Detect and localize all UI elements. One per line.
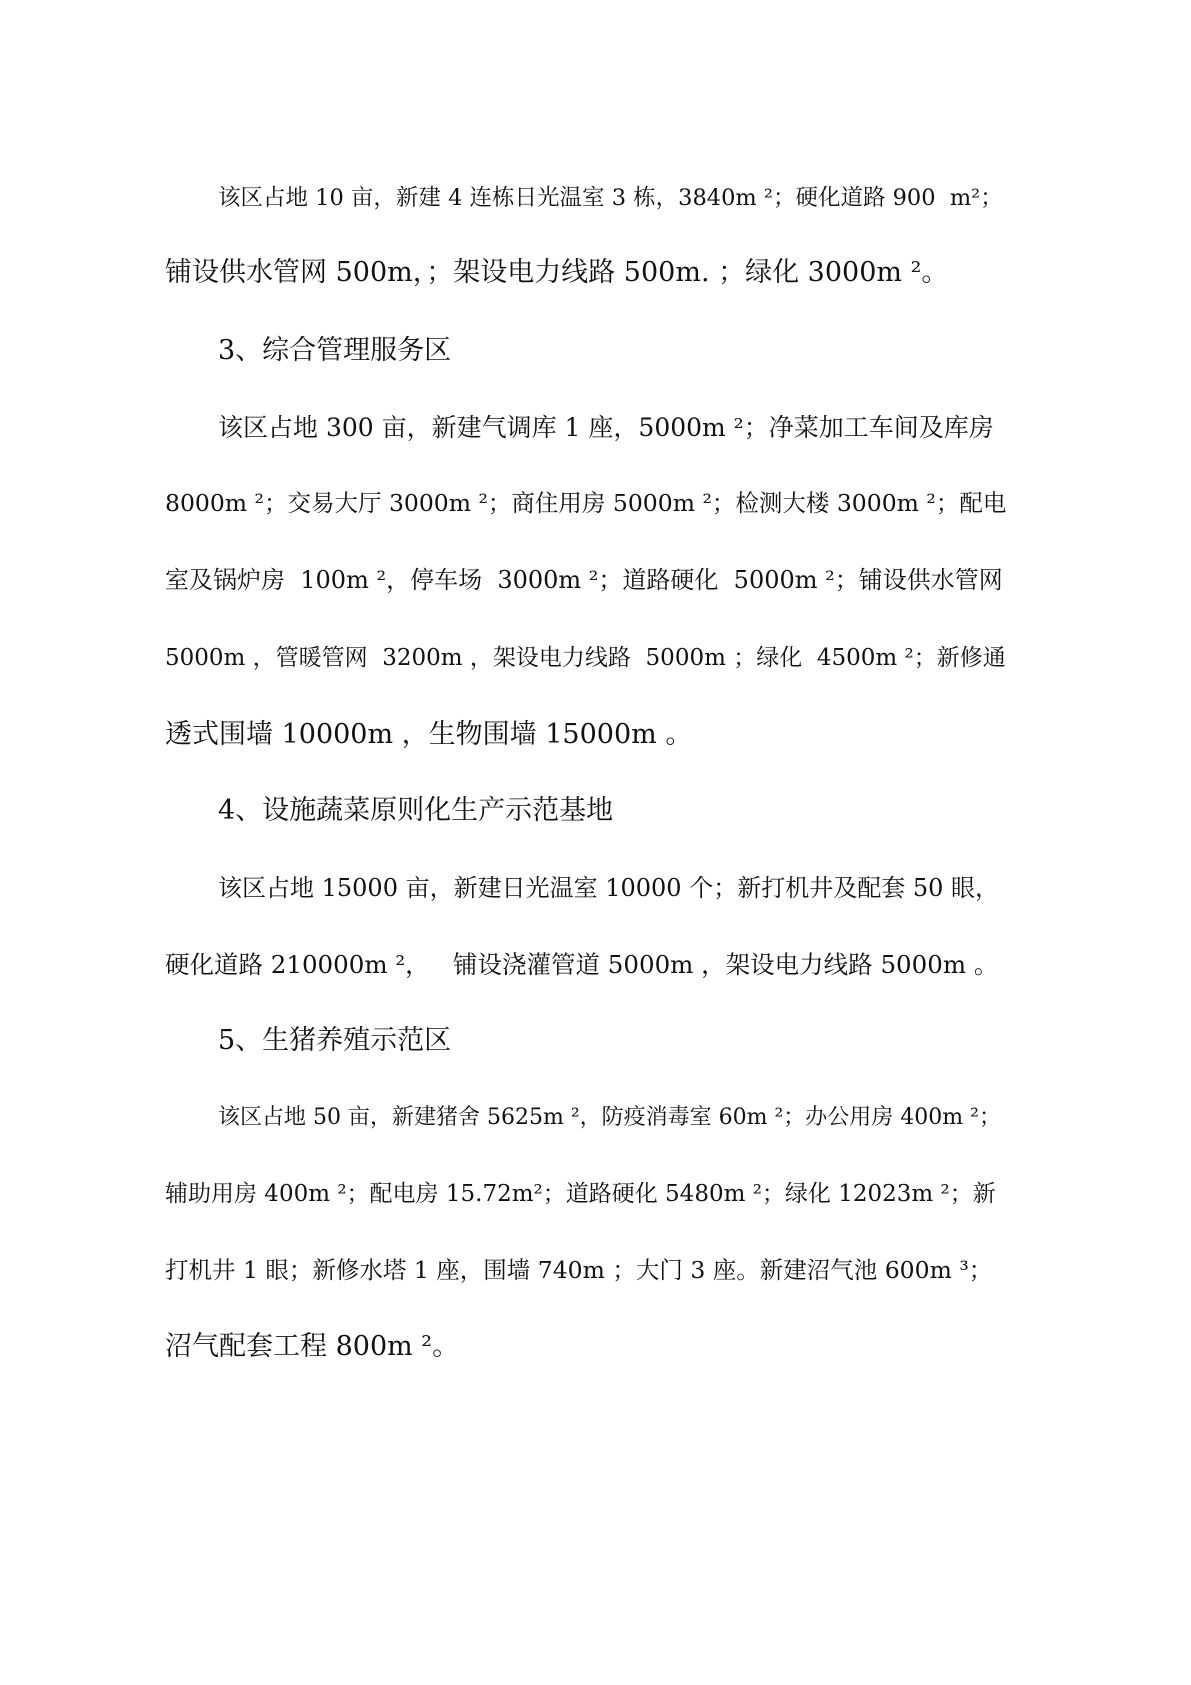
paragraph-line: 该区占地 10 亩，新建 4 连栋日光温室 3 栋，3840m ²；硬化道路 900 m²； [218,185,1003,211]
section-heading: 3、综合管理服务区 [218,335,452,366]
paragraph-line: 硬化道路 210000m ²， 铺设浇灌管道 5000m ，架设电力线路 5000m 。 [165,950,999,979]
section-heading: 5、生猪养殖示范区 [218,1025,452,1056]
paragraph-line: 室及锅炉房 100m ²，停车场 3000m ²；道路硬化 5000m ²；铺设供水管网 [165,566,1003,594]
paragraph-line: 铺设供水管网 500m，；架设电力线路 500m. ；绿化 3000m ²。 [165,257,949,288]
section-heading: 4、设施蔬菜原则化生产示范基地 [218,795,614,826]
paragraph-line: 5000m ，管暖管网 3200m ，架设电力线路 5000m ；绿化 4500m ²；新修通 [165,645,1006,671]
paragraph-line: 沼气配套工程 800m ²。 [165,1331,460,1362]
paragraph-line: 该区占地 50 亩，新建猪舍 5625m ²，防疫消毒室 60m ²；办公用房 400m ²； [218,1105,1001,1130]
paragraph-line: 该区占地 15000 亩，新建日光温室 10000 个；新打机井及配套 50 眼， [218,874,1000,902]
paragraph-line: 辅助用房 400m ²；配电房 15.72m²；道路硬化 5480m ²；绿化 12023m ²；新 [165,1181,996,1207]
paragraph-line: 透式围墙 10000m ，生物围墙 15000m 。 [165,719,693,750]
paragraph-line: 打机井 1 眼；新修水塔 1 座，围墙 740m ；大门 3 座。新建沼气池 600m ³； [165,1256,993,1284]
paragraph-line: 该区占地 300 亩，新建气调库 1 座，5000m ²；净菜加工车间及库房 [218,413,994,442]
paragraph-line: 8000m ²；交易大厅 3000m ²；商住用房 5000m ²；检测大楼 3000m ²；配电 [165,489,1007,517]
